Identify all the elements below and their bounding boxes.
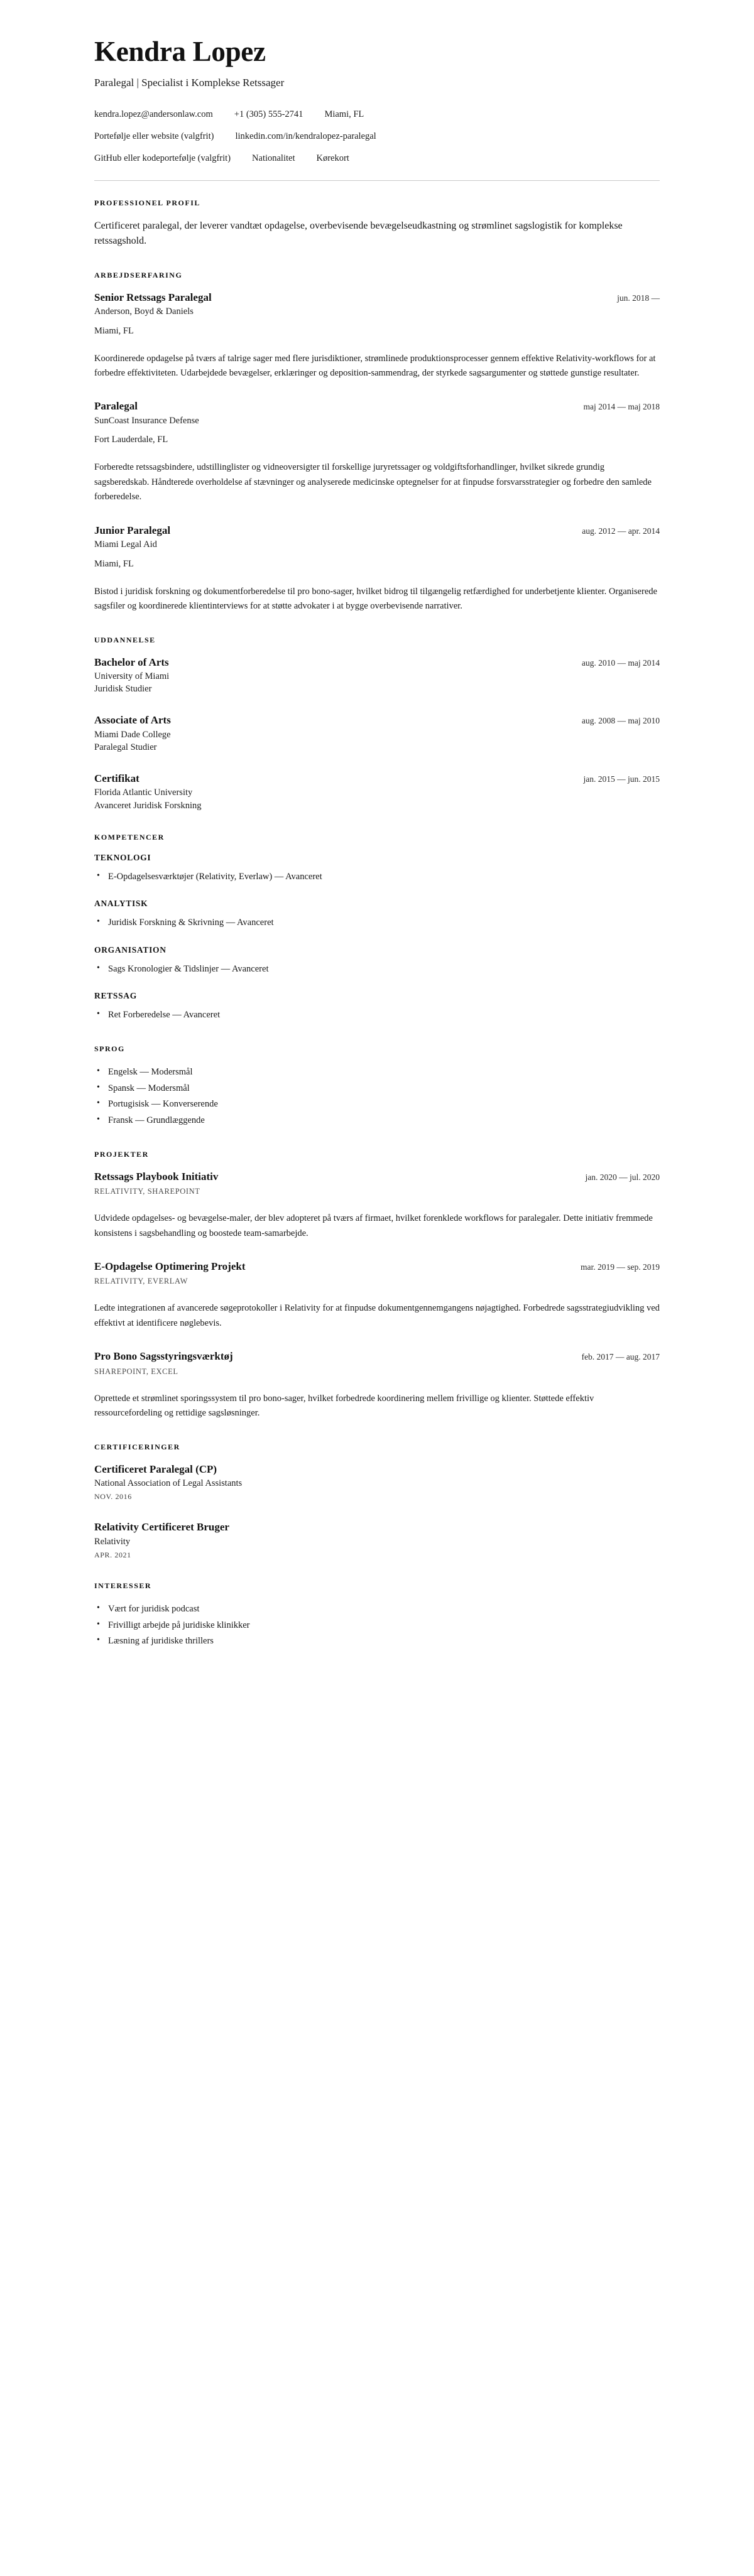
entry-header (94, 524, 660, 537)
header-divider (94, 180, 660, 181)
skill-group-name: RETSSAG (94, 991, 137, 1001)
education-entry (94, 713, 660, 753)
experience-dates: maj 2014 — maj 2018 (583, 402, 660, 412)
contact-portfolio[interactable]: Portefølje eller website (valgfrit) (94, 131, 214, 141)
experience-entry (94, 291, 660, 381)
section-title-profile: PROFESSIONEL PROFIL (94, 198, 200, 208)
project-description: Ledte integrationen af avancerede søgeprotokoller i Relativity for at finpudse dokumentgennemgangens nøjagtighed. Forbedrede sagsstrategiudvikling ved effektivt at identificere nøglebevis. (94, 1303, 660, 1328)
project-description: Oprettede et strømlinet sporingssystem til pro bono-sager, hvilket forbedrede koordinering mellem frivillige og klienter. Støttede effektiv ressourcefordeling og rettidige sagsløsninger. (94, 1393, 594, 1419)
contact-block (94, 109, 660, 164)
experience-dates: jun. 2018 — (617, 293, 660, 303)
experience-role: Junior Paralegal (94, 524, 171, 536)
project-tech: SHAREPOINT, EXCEL (94, 1366, 178, 1376)
contact-row (94, 109, 660, 120)
language-item: • Fransk — Grundlæggende (94, 1113, 660, 1128)
project-description: Udvidede opdagelses- og bevægelse-maler, der blev adopteret på tværs af firmaet, hvilket forenklede workflows for paralegaler. Dette initiativ fremmede konsistens i sagsbehandling og boostede team-samarbejde. (94, 1213, 653, 1238)
section-title-experience: ARBEJDSERFARING (94, 270, 183, 279)
entry-header (94, 713, 660, 727)
entry-header (94, 1260, 660, 1273)
language-item: • Engelsk — Modersmål (94, 1064, 660, 1080)
certification-name: Relativity Certificeret Bruger (94, 1521, 229, 1534)
section-interests (94, 1581, 660, 1649)
experience-description: Forberedte retssagsbindere, udstillinglister og vidneoversigter til forskellige juryretssager og voldgiftsforhandlinger, hvilket sikrede grundig sagsberedskab. Håndterede overholdelse af stævninger og analyserede medicinske optegnelser for at finpudse forsvarsstrategier og forbedre den samlede forberedelse. (94, 462, 652, 502)
experience-role: Paralegal (94, 400, 138, 413)
skill-group (94, 991, 660, 1023)
interest-list (94, 1601, 660, 1649)
section-languages (94, 1044, 660, 1128)
education-field: Paralegal Studier (94, 742, 157, 753)
project-tech: RELATIVITY, EVERLAW (94, 1277, 188, 1286)
entry-header (94, 399, 660, 413)
project-entry (94, 1260, 660, 1331)
education-dates: aug. 2010 — maj 2014 (581, 658, 660, 668)
certification-entry (94, 1520, 660, 1560)
skill-item: • Juridisk Forskning & Skrivning — Avanceret (94, 915, 660, 931)
experience-company: Miami Legal Aid (94, 539, 157, 549)
contact-linkedin[interactable]: linkedin.com/in/kendralopez-paralegal (235, 131, 376, 141)
skill-group (94, 853, 660, 885)
certification-name: Certificeret Paralegal (CP) (94, 1463, 217, 1475)
education-field: Avanceret Juridisk Forskning (94, 800, 202, 811)
project-dates: feb. 2017 — aug. 2017 (581, 1352, 660, 1362)
section-title-certifications: CERTIFICERINGER (94, 1442, 180, 1451)
skill-group-name: ORGANISATION (94, 944, 167, 955)
section-skills (94, 833, 660, 1024)
experience-description: Bistod i juridisk forskning og dokumentforberedelse til pro bono-sager, hvilket bidrog til tilgængelig retfærdighed for underbetjente klienter. Organiserede sagsfiler og koordinerede klientinterviews for at støtte advokater i at bygge overbevisende narrativer. (94, 586, 657, 612)
skill-group (94, 899, 660, 931)
certification-date: APR. 2021 (94, 1550, 131, 1560)
interest-item: • Frivilligt arbejde på juridiske klinikker (94, 1618, 660, 1633)
skill-group (94, 945, 660, 977)
project-name: E-Opdagelse Optimering Projekt (94, 1260, 246, 1273)
experience-entry (94, 399, 660, 504)
education-degree: Bachelor of Arts (94, 656, 169, 668)
project-dates: jan. 2020 — jul. 2020 (585, 1172, 660, 1182)
education-degree: Certifikat (94, 772, 139, 785)
experience-description: Koordinerede opdagelse på tværs af talrige sager med flere jurisdiktioner, strømlinede produktionsprocesser gennem effektive Relativity-workflows for at forbedre effektiviteten. Udarbejdede bevægelser, erklæringer og deposition-sammendrag, der styrkede sagsargumenter og støttede gunstige resultater. (94, 353, 656, 378)
skill-list (94, 1007, 660, 1023)
contact-github[interactable]: GitHub eller kodeportefølje (valgfrit) (94, 153, 231, 163)
education-degree: Associate of Arts (94, 714, 171, 727)
skill-item: • Sags Kronologier & Tidslinjer — Avanceret (94, 961, 660, 977)
project-name: Retssags Playbook Initiativ (94, 1170, 219, 1182)
project-entry (94, 1170, 660, 1241)
section-title-interests: INTERESSER (94, 1581, 152, 1591)
page-title: Kendra Lopez (94, 36, 266, 67)
certification-issuer: Relativity (94, 1536, 131, 1547)
profile-summary-text: Certificeret paralegal, der leverer vandtæt opdagelse, overbevisende bevægelseudkastning og strømlinet sagslogistik for komplekse retssagshold. (94, 220, 623, 247)
contact-location: Miami, FL (324, 109, 364, 119)
skill-list (94, 961, 660, 977)
section-experience (94, 271, 660, 614)
experience-company: SunCoast Insurance Defense (94, 415, 199, 426)
education-school: University of Miami (94, 671, 170, 681)
language-item: • Portugisisk — Konverserende (94, 1096, 660, 1112)
contact-phone[interactable]: +1 (305) 555-2741 (234, 109, 303, 119)
education-dates: aug. 2008 — maj 2010 (581, 716, 660, 726)
experience-location: Fort Lauderdale, FL (94, 435, 168, 445)
education-dates: jan. 2015 — jun. 2015 (583, 774, 660, 784)
contact-nationality: Nationalitet (252, 153, 295, 163)
education-school: Miami Dade College (94, 729, 171, 740)
resume-header (94, 36, 660, 181)
skill-group-name: TEKNOLOGI (94, 852, 151, 862)
education-field: Juridisk Studier (94, 684, 152, 695)
language-item: • Spansk — Modersmål (94, 1081, 660, 1096)
section-title-projects: PROJEKTER (94, 1149, 149, 1159)
interest-item: • Læsning af juridiske thrillers (94, 1633, 660, 1649)
skill-item: • E-Opdagelsesværktøjer (Relativity, Everlaw) — Avanceret (94, 869, 660, 885)
education-school: Florida Atlantic University (94, 787, 193, 798)
section-title-languages: SPROG (94, 1044, 125, 1054)
education-entry (94, 772, 660, 811)
skill-list (94, 869, 660, 885)
education-entry (94, 656, 660, 695)
contact-email[interactable]: kendra.lopez@andersonlaw.com (94, 109, 213, 119)
entry-header (94, 1170, 660, 1183)
section-projects (94, 1150, 660, 1421)
experience-entry (94, 524, 660, 614)
entry-header (94, 772, 660, 785)
skill-list (94, 915, 660, 931)
skill-item: • Ret Forberedelse — Avanceret (94, 1007, 660, 1023)
experience-location: Miami, FL (94, 325, 134, 336)
project-dates: mar. 2019 — sep. 2019 (581, 1262, 660, 1272)
certification-issuer: National Association of Legal Assistants (94, 1478, 243, 1488)
contact-row (94, 153, 660, 164)
skill-group-name: ANALYTISK (94, 899, 148, 909)
project-name: Pro Bono Sagsstyringsværktøj (94, 1350, 233, 1363)
section-title-skills: KOMPETENCER (94, 832, 165, 842)
section-title-education: UDDANNELSE (94, 635, 156, 644)
certification-entry (94, 1463, 660, 1502)
section-certifications (94, 1442, 660, 1561)
experience-location: Miami, FL (94, 558, 134, 569)
language-list (94, 1064, 660, 1128)
contact-drivers-license: Kørekort (316, 153, 349, 163)
entry-header (94, 656, 660, 669)
experience-dates: aug. 2012 — apr. 2014 (582, 526, 660, 536)
entry-header (94, 291, 660, 304)
resume-headline: Paralegal | Specialist i Komplekse Retssager (94, 76, 285, 89)
section-profile (94, 198, 660, 249)
section-education (94, 636, 660, 811)
project-entry (94, 1350, 660, 1421)
certification-date: NOV. 2016 (94, 1492, 132, 1502)
experience-role: Senior Retssags Paralegal (94, 291, 212, 303)
entry-header (94, 1350, 660, 1363)
experience-company: Anderson, Boyd & Daniels (94, 306, 194, 317)
contact-row (94, 131, 660, 142)
interest-item: • Vært for juridisk podcast (94, 1601, 660, 1617)
project-tech: RELATIVITY, SHAREPOINT (94, 1187, 200, 1196)
